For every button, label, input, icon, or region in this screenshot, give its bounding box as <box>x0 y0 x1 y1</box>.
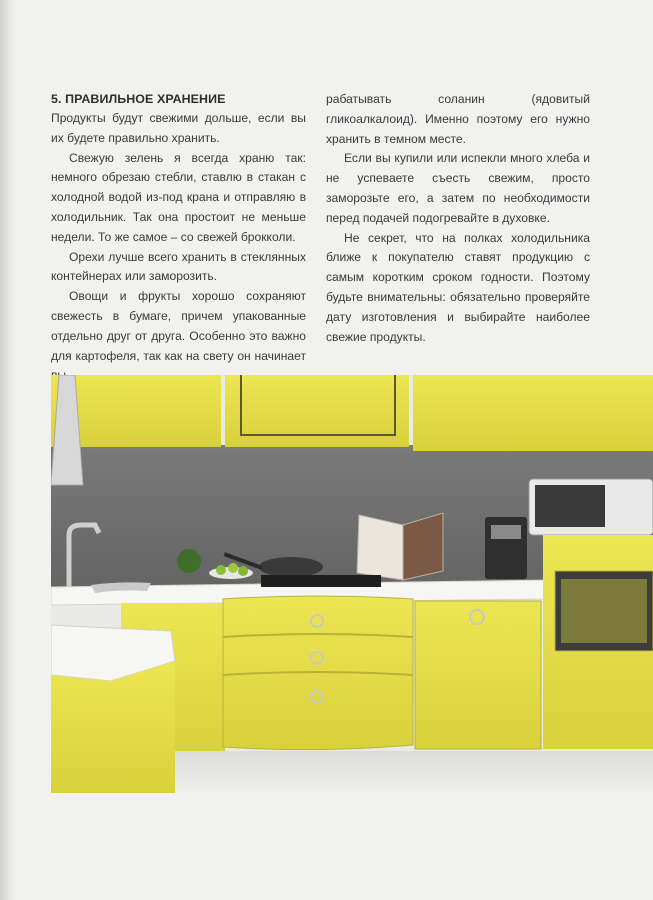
book-spine-shadow <box>0 0 16 900</box>
left-text-column <box>51 90 306 386</box>
cooktop <box>261 575 381 587</box>
paragraph: Овощи и фрукты хорошо сохраняют свежесть в бумаге, причем упакованные отдельно друг от друга. Особенно это важно для картофеля, так как на свету он начинает <box>51 289 306 363</box>
kitchen-photo <box>51 375 653 793</box>
paragraph: Орехи лучше всего хранить в стеклянных контейнерах или заморозить. <box>51 249 306 284</box>
section-heading: 5. ПРАВИЛЬНОЕ ХРАНЕНИЕ <box>51 92 226 106</box>
frying-pan <box>259 557 323 577</box>
herb-plant <box>177 549 201 573</box>
island-cabinet <box>51 661 175 793</box>
paragraph: рабатывать соланин (ядовитый гликоалкалоид). Именно поэтому его нужно хранить в темном месте. <box>326 92 590 146</box>
right-text-column <box>326 90 590 347</box>
upper-cabinet-center <box>225 375 409 447</box>
cookbook <box>357 515 403 580</box>
floor <box>175 751 653 793</box>
paragraph: Не секрет, что на полках холодильника ближе к покупателю ставят продукцию с самым коротким сроком годности. Поэтому будьте внимательны: обязательно проверяйте дату изготовления и выбирайте наиболее свежие продукты. <box>326 230 590 344</box>
paragraph: Продукты будут свежими дольше, если вы их будете правильно хранить. <box>51 111 306 145</box>
paragraph: Если вы купили или испекли много хлеба и не успеваете съесть свежим, просто заморозьте его, а затем по необходимости перед подачей подогревайте в духовке. <box>326 151 590 225</box>
kitchen-illustration <box>51 375 653 793</box>
paragraph: Свежую зелень я всегда храню так: немного обрезаю стебли, ставлю в стакан с холодной водой из-под крана и отправляю в холодильник. Так она простоит не меньше недели. То же самое – со свежей брокколи. <box>51 150 306 244</box>
upper-cabinet-right <box>413 375 653 451</box>
